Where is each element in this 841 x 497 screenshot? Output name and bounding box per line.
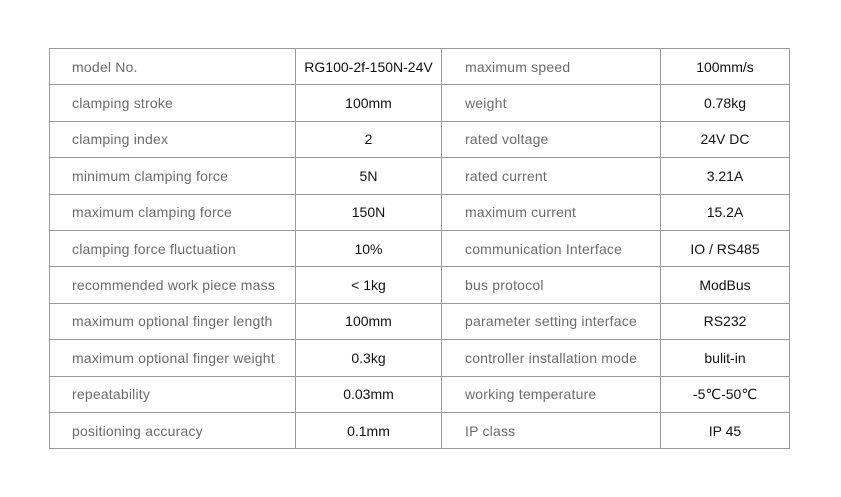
- spec-value: ModBus: [661, 267, 790, 303]
- table-row: [50, 376, 790, 412]
- spec-label: clamping index: [50, 121, 296, 157]
- spec-label: positioning accuracy: [50, 412, 296, 448]
- spec-label: IP class: [442, 412, 661, 448]
- spec-label: maximum speed: [442, 49, 661, 85]
- table-row: [50, 230, 790, 266]
- spec-label: maximum optional finger length: [50, 303, 296, 339]
- spec-value: 100mm/s: [661, 49, 790, 85]
- spec-value: 3.21A: [661, 158, 790, 194]
- spec-value: RS232: [661, 303, 790, 339]
- spec-label: repeatability: [50, 376, 296, 412]
- spec-label: rated voltage: [442, 121, 661, 157]
- spec-value: 5N: [296, 158, 442, 194]
- spec-value: bulit-in: [661, 340, 790, 376]
- spec-label: model No.: [50, 49, 296, 85]
- table-row: [50, 194, 790, 230]
- spec-label: minimum clamping force: [50, 158, 296, 194]
- spec-table-body: [50, 49, 790, 449]
- spec-value: 150N: [296, 194, 442, 230]
- spec-value: IO / RS485: [661, 230, 790, 266]
- spec-value: 2: [296, 121, 442, 157]
- spec-label: weight: [442, 85, 661, 121]
- table-row: [50, 267, 790, 303]
- spec-label: controller installation mode: [442, 340, 661, 376]
- spec-label: maximum optional finger weight: [50, 340, 296, 376]
- table-row: [50, 121, 790, 157]
- spec-label: clamping stroke: [50, 85, 296, 121]
- table-row: [50, 158, 790, 194]
- table-row: [50, 412, 790, 448]
- table-row: [50, 303, 790, 339]
- spec-label: rated current: [442, 158, 661, 194]
- spec-value: IP 45: [661, 412, 790, 448]
- table-row: [50, 49, 790, 85]
- spec-value: 0.78kg: [661, 85, 790, 121]
- spec-table: [49, 48, 790, 449]
- spec-value: < 1kg: [296, 267, 442, 303]
- table-row: [50, 340, 790, 376]
- table-row: [50, 85, 790, 121]
- spec-value: 0.1mm: [296, 412, 442, 448]
- spec-value: 10%: [296, 230, 442, 266]
- spec-label: bus protocol: [442, 267, 661, 303]
- spec-label: recommended work piece mass: [50, 267, 296, 303]
- spec-value: RG100-2f-150N-24V: [296, 49, 442, 85]
- spec-label: maximum current: [442, 194, 661, 230]
- spec-value: 100mm: [296, 303, 442, 339]
- spec-label: parameter setting interface: [442, 303, 661, 339]
- spec-value: 15.2A: [661, 194, 790, 230]
- spec-value: 24V DC: [661, 121, 790, 157]
- spec-label: working temperature: [442, 376, 661, 412]
- spec-value: -5℃-50℃: [661, 376, 790, 412]
- spec-value: 0.03mm: [296, 376, 442, 412]
- spec-label: clamping force fluctuation: [50, 230, 296, 266]
- spec-value: 0.3kg: [296, 340, 442, 376]
- spec-label: communication Interface: [442, 230, 661, 266]
- spec-value: 100mm: [296, 85, 442, 121]
- spec-label: maximum clamping force: [50, 194, 296, 230]
